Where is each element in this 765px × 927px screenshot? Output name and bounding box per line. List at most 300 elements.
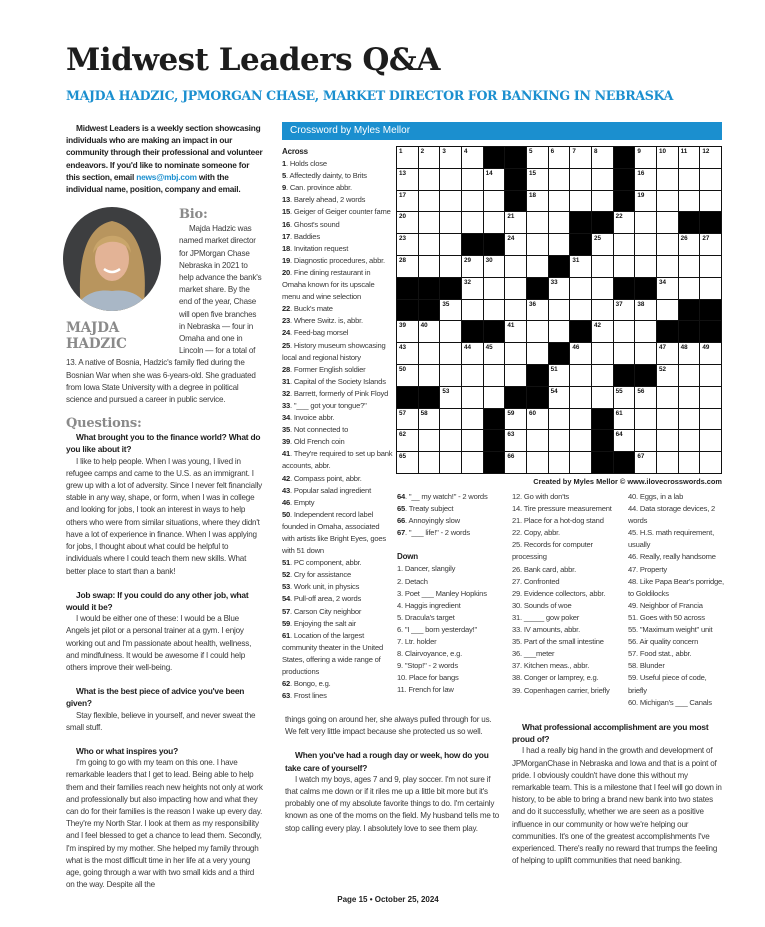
grid-cell[interactable] xyxy=(419,191,440,212)
grid-block xyxy=(484,321,505,342)
grid-cell[interactable] xyxy=(505,300,526,321)
grid-cell[interactable] xyxy=(657,430,678,451)
grid-cell[interactable] xyxy=(549,234,570,255)
grid-cell[interactable] xyxy=(635,169,656,190)
grid-cell[interactable] xyxy=(397,191,418,212)
grid-cell[interactable] xyxy=(397,409,418,430)
grid-cell[interactable] xyxy=(592,191,613,212)
clue-down: 39. Copenhagen carrier, briefly xyxy=(512,685,610,695)
grid-cell[interactable] xyxy=(419,256,440,277)
grid-cell[interactable] xyxy=(484,256,505,277)
grid-cell[interactable] xyxy=(679,147,700,168)
grid-cell[interactable] xyxy=(527,343,548,364)
grid-cell[interactable] xyxy=(592,278,613,299)
grid-cell[interactable] xyxy=(484,387,505,408)
cell-number: 46 xyxy=(572,344,580,352)
grid-cell[interactable] xyxy=(549,321,570,342)
grid-cell[interactable] xyxy=(440,409,461,430)
cell-number: 49 xyxy=(702,344,710,352)
grid-cell[interactable] xyxy=(440,430,461,451)
clue-down: 47. Property xyxy=(628,564,667,574)
clue-text: Dracula's target xyxy=(404,612,455,622)
clue-text: Evidence collectors, abbr. xyxy=(523,588,606,598)
grid-cell[interactable] xyxy=(440,300,461,321)
grid-cell[interactable] xyxy=(419,409,440,430)
clue-across: 23. Where Switz. is, abbr. xyxy=(282,316,363,326)
clue-down: 29. Evidence collectors, abbr. xyxy=(512,588,606,598)
clue-text: Detach xyxy=(404,576,428,586)
grid-cell[interactable] xyxy=(679,169,700,190)
email-link[interactable]: news@mbj.com xyxy=(136,171,197,182)
grid-cell[interactable] xyxy=(397,212,418,233)
clue-number: 48 xyxy=(628,576,637,586)
clue-number: 46 xyxy=(282,497,291,507)
grid-cell[interactable] xyxy=(462,365,483,386)
grid-cell[interactable] xyxy=(635,300,656,321)
grid-cell[interactable] xyxy=(592,147,613,168)
grid-cell[interactable] xyxy=(570,387,591,408)
grid-cell[interactable] xyxy=(397,234,418,255)
portrait-photo xyxy=(63,207,161,311)
clue-number: 35 xyxy=(512,637,521,647)
clue-number: 65 xyxy=(397,504,406,514)
grid-cell[interactable] xyxy=(484,343,505,364)
clues-column-2 xyxy=(397,491,509,697)
grid-cell[interactable] xyxy=(527,234,548,255)
grid-cell[interactable] xyxy=(419,365,440,386)
grid-cell[interactable] xyxy=(614,300,635,321)
grid-cell[interactable] xyxy=(700,409,721,430)
grid-cell[interactable] xyxy=(592,169,613,190)
clue-text: Goes with 50 across xyxy=(639,612,705,622)
clue-number: 9 xyxy=(282,183,287,193)
clue-text: "___ life!" - 2 words xyxy=(408,528,471,538)
question: What brought you to the finance world? What do you like about it? xyxy=(66,432,261,455)
grid-cell[interactable] xyxy=(679,365,700,386)
clue-across: 66. Annoyingly slow xyxy=(397,516,460,526)
grid-cell[interactable] xyxy=(592,256,613,277)
grid-cell[interactable] xyxy=(657,387,678,408)
grid-cell[interactable] xyxy=(419,234,440,255)
grid-block xyxy=(592,409,613,430)
clue-across: 5. Affectedly dainty, to Brits xyxy=(282,171,367,181)
grid-cell[interactable] xyxy=(505,430,526,451)
clue-down: 58. Blunder xyxy=(628,661,665,671)
grid-cell[interactable] xyxy=(549,169,570,190)
grid-cell[interactable] xyxy=(657,256,678,277)
grid-cell[interactable] xyxy=(679,430,700,451)
grid-cell[interactable] xyxy=(635,147,656,168)
grid-cell[interactable] xyxy=(679,234,700,255)
clue-number: 30 xyxy=(512,600,521,610)
grid-cell[interactable] xyxy=(657,147,678,168)
clue-text: "Stop!" - 2 words xyxy=(404,661,458,671)
clue-across: 65. Treaty subject xyxy=(397,504,454,514)
question: Who or what inspires you? xyxy=(76,745,179,756)
grid-cell[interactable] xyxy=(679,191,700,212)
grid-cell[interactable] xyxy=(505,365,526,386)
clue-number: 11 xyxy=(397,685,405,695)
clue-down: 3. Poet ___ Manley Hopkins xyxy=(397,588,487,598)
cell-number: 31 xyxy=(572,256,580,264)
grid-block xyxy=(484,430,505,451)
grid-cell[interactable] xyxy=(549,212,570,233)
grid-cell[interactable] xyxy=(614,387,635,408)
grid-cell[interactable] xyxy=(484,212,505,233)
grid-cell[interactable] xyxy=(419,212,440,233)
grid-cell[interactable] xyxy=(484,278,505,299)
grid-cell[interactable] xyxy=(657,452,678,473)
grid-cell[interactable] xyxy=(549,147,570,168)
clue-across: 33. "___ got your tongue?" xyxy=(282,400,367,410)
grid-cell[interactable] xyxy=(505,234,526,255)
grid-cell[interactable] xyxy=(549,452,570,473)
clue-across: 25. History museum showcasing local and regional history xyxy=(282,340,386,362)
clue-down: 56. Air quality concern xyxy=(628,637,699,647)
clue-text: Poet ___ Manley Hopkins xyxy=(404,588,487,598)
grid-cell[interactable] xyxy=(635,343,656,364)
grid-block xyxy=(657,321,678,342)
grid-cell[interactable] xyxy=(440,147,461,168)
grid-cell[interactable] xyxy=(397,430,418,451)
grid-cell[interactable] xyxy=(657,191,678,212)
clue-text: Kitchen meas., abbr. xyxy=(523,661,590,671)
grid-cell[interactable] xyxy=(419,452,440,473)
grid-cell[interactable] xyxy=(679,278,700,299)
grid-cell[interactable] xyxy=(679,343,700,364)
grid-cell[interactable] xyxy=(505,256,526,277)
grid-cell[interactable] xyxy=(635,321,656,342)
grid-cell[interactable] xyxy=(462,430,483,451)
grid-cell[interactable] xyxy=(570,256,591,277)
intro-before: Midwest Leaders is a weekly section showcasing individuals who are making an impact in our community through their professional and volunteer endeavors. If you'd like to nominate someone for this section, email xyxy=(66,123,263,182)
grid-cell[interactable] xyxy=(397,321,418,342)
clue-across: 35. Not connected to xyxy=(282,425,349,435)
clue-number: 12 xyxy=(512,492,521,501)
grid-cell[interactable] xyxy=(527,169,548,190)
grid-cell[interactable] xyxy=(592,300,613,321)
questions-heading: Questions: xyxy=(66,416,142,432)
grid-cell[interactable] xyxy=(679,256,700,277)
cell-number: 47 xyxy=(658,344,666,352)
clue-down: 10. Place for bangs xyxy=(397,673,459,683)
grid-block xyxy=(484,409,505,430)
clue-text: Annoyingly slow xyxy=(408,516,460,526)
cell-number: 5 xyxy=(528,148,533,155)
grid-cell[interactable] xyxy=(397,343,418,364)
clue-number: 62 xyxy=(282,679,291,689)
clue-number: 37 xyxy=(512,661,521,671)
grid-cell[interactable] xyxy=(440,365,461,386)
grid-block xyxy=(397,387,418,408)
grid-cell[interactable] xyxy=(549,278,570,299)
clue-text: Feed-bag morsel xyxy=(293,328,349,338)
grid-cell[interactable] xyxy=(527,430,548,451)
grid-cell[interactable] xyxy=(440,343,461,364)
clue-down: 31. _____ gow poker xyxy=(512,612,580,622)
grid-cell[interactable] xyxy=(635,387,656,408)
grid-cell[interactable] xyxy=(527,147,548,168)
cell-number: 35 xyxy=(442,300,450,308)
grid-cell[interactable] xyxy=(657,169,678,190)
cell-number: 16 xyxy=(637,169,645,177)
grid-cell[interactable] xyxy=(657,343,678,364)
grid-cell[interactable] xyxy=(549,430,570,451)
grid-block xyxy=(440,278,461,299)
grid-cell[interactable] xyxy=(657,300,678,321)
clue-number: 2 xyxy=(397,576,402,586)
clue-across: 24. Feed-bag morsel xyxy=(282,328,349,338)
grid-cell[interactable] xyxy=(397,147,418,168)
grid-cell[interactable] xyxy=(635,191,656,212)
grid-cell[interactable] xyxy=(462,343,483,364)
grid-cell[interactable] xyxy=(700,343,721,364)
clue-text: Empty xyxy=(293,497,315,507)
grid-block xyxy=(505,169,526,190)
grid-cell[interactable] xyxy=(484,169,505,190)
clue-text: PC component, abbr. xyxy=(293,558,362,568)
clue-down: 57. Food stat., abbr. xyxy=(628,649,692,659)
clue-across: 15. Geiger of Geiger counter fame xyxy=(282,207,391,217)
grid-cell[interactable] xyxy=(592,387,613,408)
grid-cell[interactable] xyxy=(419,321,440,342)
clue-text: Ghost's sound xyxy=(293,219,340,229)
grid-cell[interactable] xyxy=(592,234,613,255)
grid-block xyxy=(570,321,591,342)
grid-cell[interactable] xyxy=(440,234,461,255)
grid-block xyxy=(614,169,635,190)
grid-cell[interactable] xyxy=(549,365,570,386)
grid-cell[interactable] xyxy=(657,234,678,255)
grid-cell[interactable] xyxy=(397,256,418,277)
grid-cell[interactable] xyxy=(614,234,635,255)
clue-down: 5. Dracula's target xyxy=(397,612,455,622)
grid-cell[interactable] xyxy=(505,452,526,473)
cell-number: 64 xyxy=(615,431,623,439)
grid-cell[interactable] xyxy=(440,212,461,233)
grid-cell[interactable] xyxy=(505,212,526,233)
cell-number: 23 xyxy=(399,235,407,243)
cell-number: 54 xyxy=(550,387,558,395)
clue-down: 8. Clairvoyance, e.g. xyxy=(397,649,463,659)
grid-cell[interactable] xyxy=(397,169,418,190)
grid-cell[interactable] xyxy=(527,212,548,233)
grid-cell[interactable] xyxy=(635,256,656,277)
grid-cell[interactable] xyxy=(635,409,656,430)
grid-cell[interactable] xyxy=(462,300,483,321)
grid-cell[interactable] xyxy=(527,191,548,212)
grid-cell[interactable] xyxy=(570,300,591,321)
cell-number: 27 xyxy=(702,235,710,243)
grid-cell[interactable] xyxy=(614,409,635,430)
grid-cell[interactable] xyxy=(635,430,656,451)
grid-cell[interactable] xyxy=(614,212,635,233)
grid-cell[interactable] xyxy=(527,321,548,342)
grid-cell[interactable] xyxy=(419,343,440,364)
grid-cell[interactable] xyxy=(635,212,656,233)
cell-number: 8 xyxy=(593,148,598,155)
grid-cell[interactable] xyxy=(505,409,526,430)
grid-cell[interactable] xyxy=(570,147,591,168)
grid-block xyxy=(397,300,418,321)
grid-cell[interactable] xyxy=(700,278,721,299)
grid-cell[interactable] xyxy=(419,147,440,168)
clue-down: 1. Dancer, slangily xyxy=(397,564,456,574)
grid-cell[interactable] xyxy=(462,147,483,168)
grid-cell[interactable] xyxy=(570,452,591,473)
grid-cell[interactable] xyxy=(462,256,483,277)
cell-number: 60 xyxy=(528,409,536,417)
cell-number: 7 xyxy=(572,148,576,155)
grid-cell[interactable] xyxy=(570,409,591,430)
grid-cell[interactable] xyxy=(679,387,700,408)
grid-cell[interactable] xyxy=(614,430,635,451)
grid-cell[interactable] xyxy=(570,430,591,451)
grid-cell[interactable] xyxy=(419,169,440,190)
grid-cell[interactable] xyxy=(592,343,613,364)
grid-cell[interactable] xyxy=(657,212,678,233)
clue-across: 61. Location of the largest community theater in the United States, offering a wide range of productions xyxy=(282,630,384,677)
clue-text: Useful piece of code, briefly xyxy=(628,673,707,695)
grid-cell[interactable] xyxy=(570,343,591,364)
clue-number: 56 xyxy=(628,637,637,647)
clue-number: 27 xyxy=(512,576,521,586)
clue-text: Cry for assistance xyxy=(293,570,352,580)
grid-cell[interactable] xyxy=(700,191,721,212)
grid-cell[interactable] xyxy=(462,278,483,299)
grid-cell[interactable] xyxy=(419,430,440,451)
grid-cell[interactable] xyxy=(549,191,570,212)
grid-cell[interactable] xyxy=(635,234,656,255)
grid-cell[interactable] xyxy=(549,300,570,321)
cell-number: 43 xyxy=(399,344,407,352)
crossword-grid[interactable] xyxy=(396,146,722,474)
grid-cell[interactable] xyxy=(527,300,548,321)
grid-cell[interactable] xyxy=(440,169,461,190)
clue-text: Ltr. holder xyxy=(404,637,437,647)
cell-number: 66 xyxy=(507,453,515,461)
grid-cell[interactable] xyxy=(700,387,721,408)
clue-text: Food stat., abbr. xyxy=(639,649,692,659)
grid-cell[interactable] xyxy=(527,256,548,277)
grid-cell[interactable] xyxy=(484,365,505,386)
grid-cell[interactable] xyxy=(570,191,591,212)
grid-cell[interactable] xyxy=(505,321,526,342)
clue-text: Eggs, in a lab xyxy=(639,492,684,501)
clue-number: 6 xyxy=(397,624,402,634)
grid-cell[interactable] xyxy=(570,278,591,299)
cell-number: 1 xyxy=(399,148,403,155)
grid-cell[interactable] xyxy=(397,365,418,386)
grid-cell[interactable] xyxy=(440,321,461,342)
clue-number: 28 xyxy=(282,364,291,374)
grid-cell[interactable] xyxy=(700,452,721,473)
page-footer: Page 15 • October 25, 2024 xyxy=(337,895,439,904)
grid-cell[interactable] xyxy=(462,452,483,473)
cell-number: 30 xyxy=(485,256,493,264)
grid-cell[interactable] xyxy=(440,191,461,212)
grid-cell[interactable] xyxy=(614,321,635,342)
grid-cell[interactable] xyxy=(700,169,721,190)
grid-cell[interactable] xyxy=(462,387,483,408)
cell-number: 62 xyxy=(399,431,407,439)
grid-cell[interactable] xyxy=(700,256,721,277)
clue-text: Tire pressure measurement xyxy=(523,504,612,514)
grid-cell[interactable] xyxy=(484,191,505,212)
grid-cell[interactable] xyxy=(570,365,591,386)
clue-number: 32 xyxy=(282,388,291,398)
clue-number: 17 xyxy=(282,231,291,241)
grid-cell[interactable] xyxy=(462,191,483,212)
grid-cell[interactable] xyxy=(397,452,418,473)
clue-down: 22. Copy, abbr. xyxy=(512,528,560,538)
grid-cell[interactable] xyxy=(505,343,526,364)
grid-cell[interactable] xyxy=(635,452,656,473)
grid-cell[interactable] xyxy=(440,387,461,408)
clue-number: 5 xyxy=(397,612,402,622)
grid-cell[interactable] xyxy=(592,365,613,386)
clue-text: Work unit, in physics xyxy=(293,582,360,592)
grid-cell[interactable] xyxy=(527,409,548,430)
grid-cell[interactable] xyxy=(614,256,635,277)
clue-text: "__ my watch!" - 2 words xyxy=(408,492,488,501)
clue-text: "I ___ born yesterday!" xyxy=(404,624,477,634)
clue-number: 49 xyxy=(628,600,637,610)
grid-cell[interactable] xyxy=(527,452,548,473)
grid-cell[interactable] xyxy=(679,409,700,430)
grid-cell[interactable] xyxy=(700,147,721,168)
clues-column-4 xyxy=(628,491,724,709)
grid-cell[interactable] xyxy=(462,212,483,233)
clue-number: 31 xyxy=(282,376,291,386)
clue-across: 54. Pull-off area, 2 words xyxy=(282,594,362,604)
grid-block xyxy=(462,321,483,342)
grid-cell[interactable] xyxy=(440,452,461,473)
clue-across: 67. "___ life!" - 2 words xyxy=(397,528,471,538)
grid-cell[interactable] xyxy=(657,278,678,299)
grid-cell[interactable] xyxy=(570,169,591,190)
clue-across: 28. Former English soldier xyxy=(282,364,366,374)
grid-cell[interactable] xyxy=(700,430,721,451)
grid-cell[interactable] xyxy=(440,256,461,277)
grid-cell[interactable] xyxy=(657,409,678,430)
clue-across: 9. Can. province abbr. xyxy=(282,183,352,193)
grid-cell[interactable] xyxy=(484,300,505,321)
grid-cell[interactable] xyxy=(700,365,721,386)
clue-number: 52 xyxy=(282,570,291,580)
cell-number: 20 xyxy=(399,213,407,221)
cell-number: 11 xyxy=(680,148,688,155)
grid-cell[interactable] xyxy=(462,169,483,190)
grid-cell[interactable] xyxy=(462,409,483,430)
cell-number: 14 xyxy=(485,169,493,177)
cell-number: 24 xyxy=(507,235,515,243)
grid-cell[interactable] xyxy=(549,409,570,430)
grid-cell[interactable] xyxy=(700,234,721,255)
grid-cell[interactable] xyxy=(679,452,700,473)
grid-cell[interactable] xyxy=(614,343,635,364)
clue-number: 51 xyxy=(628,612,637,622)
clue-number: 1 xyxy=(397,564,402,574)
grid-cell[interactable] xyxy=(592,321,613,342)
clue-text: Barely ahead, 2 words xyxy=(293,195,366,205)
grid-cell[interactable] xyxy=(657,365,678,386)
clue-across: 59. Enjoying the salt air xyxy=(282,618,356,628)
cell-number: 38 xyxy=(637,300,645,308)
clue-across: 42. Compass point, abbr. xyxy=(282,473,362,483)
grid-cell[interactable] xyxy=(505,278,526,299)
grid-cell[interactable] xyxy=(549,387,570,408)
